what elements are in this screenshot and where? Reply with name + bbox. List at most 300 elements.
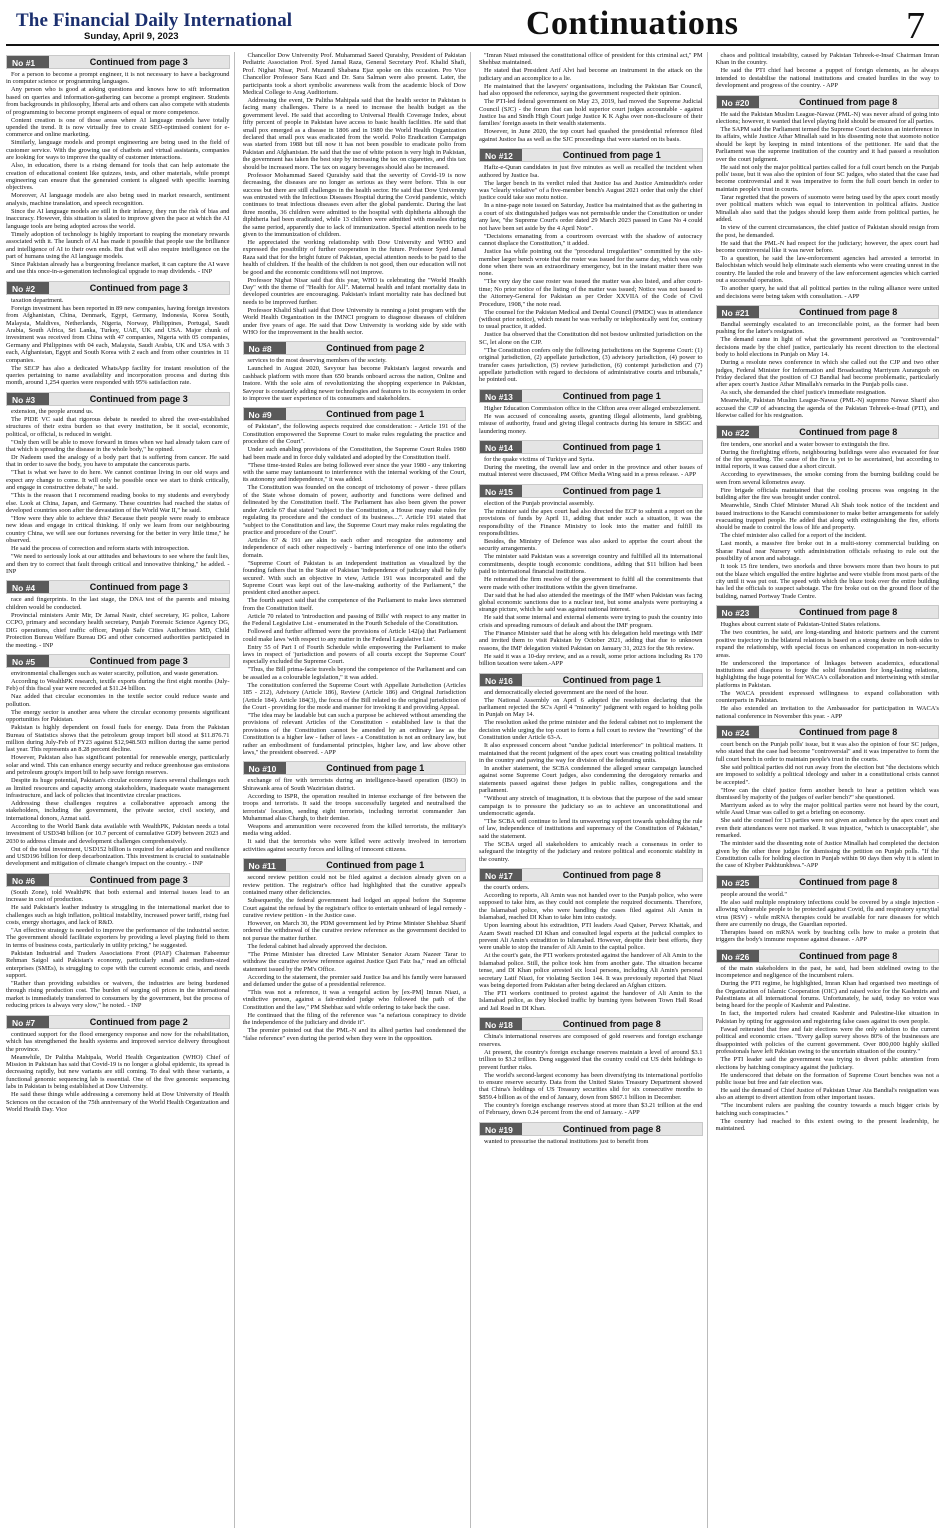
item-number: No #11	[244, 859, 286, 871]
paragraph: He also extended an invitation to the Ambassador for participation in WACA's national conference in November this year. - APP	[715, 705, 939, 720]
item-header	[479, 1017, 703, 1031]
item-header	[243, 858, 467, 872]
item-number: No #6	[7, 874, 49, 886]
paragraph: According to the statement, the premier said Justice Isa and his family were harassed and defamed under the guise of a presidential reference.	[242, 973, 466, 988]
paragraph: During a resolute news conference in which she called out the CJP and two other judges, Federal Minister for Information and Broadcasting Marriyum Aurangzeb on Friday declared that the position of CJ Bandial had become problematic, particularly after apex court's Justice Athar Minallah's remarks in the Punjab polls case.	[715, 359, 939, 389]
item-body	[716, 741, 940, 870]
item-number: No #15	[480, 485, 522, 497]
paragraph: According to the World Bank data available with WealthPK, Pakistan needs a total investment of USD348 billion (or 10.7 percent of cumulative GDP) between 2023 and 2030 to address climate and development challenges comprehensively.	[6, 822, 230, 845]
paragraph: "How can the chief justice form another bench to hear a petition which was dismissed by majority of the judges of earlier bench?" she questioned.	[715, 786, 939, 801]
item-body	[243, 423, 467, 756]
paragraph: In fact, the imported rulers had created Kashmir and Palestine-like situation in Pakistan by opting for aggression and registering false cases against its own people.	[715, 1010, 939, 1025]
paragraph: The federal cabinet had already approved the decision.	[247, 942, 388, 950]
continuation-item	[243, 407, 467, 756]
item-body	[6, 408, 230, 576]
paragraph: people around the world."	[720, 890, 787, 898]
paragraph: To a question, he said the law-enforcement agencies had arrested a terrorist in Balochistan which would help eliminate such elements who were creating unrest in the country. He lauded the role and bravery of the law enforcement agencies which carried out a successful operation.	[715, 254, 939, 285]
continuation-item	[479, 868, 703, 1012]
paragraph: He said that the PML-N had respect for the judiciary; however, the apex court had become controversial like it was never before.	[715, 239, 939, 254]
item-header	[716, 95, 940, 109]
paragraph: (South Zone), told WealthPK that both external and internal issues lead to an increase in cost of production.	[6, 888, 230, 904]
continued-from-label: Continued from page 3	[89, 582, 188, 593]
paragraph: He said these things while addressing a ceremony held at Dow University of Health Sciences on the occasion of the 75th anniversary of the World Health Organization and World Health Day. Vice	[6, 1091, 230, 1113]
item-number: No #5	[7, 655, 49, 667]
paragraph: Therapies based on mRNA work by teaching cells how to make a protein that triggers the body's immune response against disease. - APP	[715, 929, 939, 944]
paragraph: He said it was a 10-day review, and as a result, some prior actions including Rs 170 billion taxation were taken.-APP	[479, 652, 703, 668]
item-number: No #9	[244, 408, 286, 420]
paragraph: The SECP has also a dedicated WhatsApp facility for instant resolution of the queries pertaining to name availability and incorporation process and during this month, around 1,254 queries were responded with 95% satisfaction rate.	[6, 364, 230, 387]
continued-from-label: Continued from page 8	[799, 607, 898, 618]
item-body	[6, 889, 230, 1010]
paragraph: Foreign investment has been reported in 89 new companies, having foreign investors from Afghanistan, China, Denmark, Egypt, Germany, Indonesia, Korea South, Malaysia, Maldives, Netherlands, Nigeria, Norway, Philippines, Portugal, Saudi Arabia, South Africa, Sri Lanka, Turkey, UAE, UK and USA. Major chunk of investment was received from China with 47 companies, Nigeria with 05 companies, Germany and Philippines with 04 each, Malaysia, Saudi Arabia, UK and USA with 3 each, Afghanistan, Egypt and South Korea with 2 each and from other countries in 11 companies.	[6, 304, 230, 364]
paragraph: fire tenders, one snorkel and a water bowser to extinguish the fire.	[720, 440, 890, 448]
continued-from-label: Continued from page 8	[799, 950, 898, 961]
continuation-item	[6, 1015, 230, 1114]
continued-from-label: Continued from page 3	[89, 282, 188, 293]
item-number: No #22	[717, 426, 759, 438]
continuation-item	[479, 389, 703, 435]
paragraph: exchange of fire with terrorists during an intelligence-based operation (IBO) in Shirawank area of South Waziristan district.	[242, 777, 466, 792]
paragraph: "We need to seriously look at our attitudes and behaviours to see where the fault lies, and then try to correct that fault through critical and innovative thinking," he added. - INP	[6, 553, 230, 576]
paragraph: Justice Isa while pointing out the "procedural irregularities" committed by the six-member larger bench wrote that the roster was issued for the same day, which was only done when there was an extraordinary emergency, but in the instant matter there was none.	[479, 248, 703, 278]
item-body	[716, 52, 940, 90]
paragraph: The SAPM said the Parliament termed the Supreme Court decision an interference in its affairs, while Justice Athar Minallah said in his dissenting note that suomoto notice should be kept by keeping in mind intentions of the petitioner. He said that the Parliament was the supreme institution of the country and it had passed a resolution over the court judgment.	[715, 126, 939, 163]
item-number: No #14	[480, 441, 522, 453]
paragraph: It took 15 fire tenders, two snorkels and three bowsers more than two hours to put out the blaze which engulfed the entire highrise and were visible from most parts of the city until it was put out. The speed with which the blaze took over the entire building has led the officials to suspect sabotage. The fire broke out on the ground floor of the building, named Portway Trade Centre.	[715, 563, 939, 600]
continued-from-label: Continued from page 8	[799, 306, 898, 317]
item-header	[6, 281, 230, 295]
paragraph: The larger bench in its verdict ruled that Justice Isa and Justice Aminuddin's order was "clearly violative" of a five-member bench's August 2021 order that only the chief justice could take suo motu notice.	[479, 179, 703, 202]
paragraph: Dr Nadeem used the analogy of a body part that is suffering from cancer. He said that in order to save the body, you have to amputate the cancerous parts.	[6, 454, 230, 469]
paragraph: the court's orders.	[484, 884, 530, 891]
item-header	[479, 440, 703, 454]
continuation-item	[6, 392, 230, 576]
paragraph: In another statement, the SCBA condemned the alleged smear campaign launched against some Supreme Court judges, also condemning the derogatory remarks and statements passed against these judges in public rallies, congregations and the parliament.	[479, 764, 703, 795]
paragraph: However, Pakistan also has significant potential for renewable energy, particularly solar and wind. This can enhance energy security and reduce greenhouse gas emissions and petroleum group's import bill to help save foreign reserves.	[6, 754, 230, 777]
continuation-item	[6, 654, 230, 868]
item-number: No #7	[7, 1016, 49, 1028]
item-number: No #18	[480, 1018, 522, 1030]
continued-from-label: Continued from page 3	[89, 57, 188, 67]
paragraph: second review petition could not be filed against a decision already given on a review petition. The registrar's office had highlighted that the curative appeal's contained many other deficiencies.	[242, 874, 466, 897]
continued-from-label: Continued from page 3	[89, 655, 188, 666]
paragraph: The premier pointed out that the PML-N and its allied parties had condemned the "false reference" even during the period when they were in the opposition.	[242, 1027, 466, 1042]
paragraph: for the quake victims of Turkiye and Syria.	[484, 456, 595, 463]
item-number: No #1	[7, 56, 49, 68]
paragraph: of the main stakeholders in the past, he said, had been sidelined owing to the incompetence and negligence of the incumbent rulers.	[715, 964, 939, 980]
paragraph: The two countries, he said, are long-standing and historic partners and the current positive trajectory in the bilateral relations is based on a strong desire on both sides to expand the relationship, with special focus on enhanced cooperation in non-security areas.	[715, 629, 939, 659]
paragraph: environmental challenges such as water scarcity, pollution, and waste generation.	[11, 669, 219, 677]
item-header	[716, 605, 940, 619]
item-number: No #23	[717, 606, 759, 618]
paragraph: He also said multiple respiratory infections could be covered by a single injection - allowing vulnerable people to be protected against Covid, flu and respiratory syncytial virus (RSV) - while mRNA therapies could be available for rare diseases for which there are currently no drugs, the Guardian reported.	[715, 898, 939, 929]
paragraph: "How were they able to achieve this? Because their people were ready to embrace new ideas and engage in critical thinking. If only we learn from our neighbouring country China, we will see our fortunes reversing for the better in very little time," he observed.	[6, 515, 230, 545]
item-number: No #20	[717, 96, 759, 108]
item-body	[716, 891, 940, 944]
continuation-item	[479, 52, 703, 143]
continuation-item	[479, 673, 703, 864]
paragraph: During the PTI regime, he highlighted, Imran Khan had organised two meetings of the Organization of Islamic Cooperation (OIC) and raised voice for the Kashmiris and Palestinians at all international forums. Unfortunately, he said, today no voice was being heard for the people of Kashmir and Palestine.	[715, 980, 939, 1010]
paragraph: He said the PTI chief had become a puppet of foreign elements, as he always intended to destabilise the national institutions and created hurdles in the way to development and progress of the country. - APP	[715, 67, 939, 90]
item-header	[479, 148, 703, 162]
item-header	[243, 341, 467, 355]
paragraph: Addressing the event, Dr Palitha Mahipala said that the health sector in Pakistan is facing many challenges. There is a need to increase the health budget as the government level. He said that according to Universal Health Coverage Index, about fifty percent of people in Pakistan have access to basic health facilities. He said that small pox emerged as a disease in 1806 and in 1980 the World Health Organization declared that small pox was eradicated from the world. Polio Eradication Campaign was started from 1988 but till now it has not been possible to eradicate polio from Pakistan and Afghanistan. He said that the use of white poison is very high in Pakistan, the government has taken the best step by increasing the tax on cigarettes, and this tax should be increased more. The tax on sugary beverages should also be increased.	[242, 97, 466, 171]
continuation-item	[243, 761, 467, 853]
paragraph: Any person who is good at asking questions and knows how to sift information based on queries and information-gathering can become a prompt engineer. Students from backgrounds in philosophy, liberal arts and others can also compete with students of programming to become prompt engineers of equal or more competence.	[6, 86, 230, 116]
paragraph: According to reports, Ali Amin was not handed over to the Punjab police, who were supposed to take him, as they could not complete the required documents. Therefore, the Islamabad police, who were handling the cases filed against Ali Amin in Islamabad, reached DI Khan to take him into custody.	[479, 892, 703, 922]
paragraph: of Pakistan", the following aspects required due consideration: - Article 191 of the Constitution empowered the Supreme Court to make rules regulating the practice and procedure of the Court".	[242, 423, 466, 446]
continued-from-label: Continued from page 8	[799, 876, 898, 887]
item-body	[6, 596, 230, 648]
item-number: No #8	[244, 342, 286, 354]
continuation-item	[6, 873, 230, 1010]
continued-from-label: Continued from page 8	[799, 96, 898, 107]
continued-from-label: Continued from page 1	[562, 390, 661, 401]
paragraph: It also expressed concern about "undue judicial interference" in political matters. It maintained that the recent judgment of the apex court was creating political instability in the country and paving the way for division of the federating units.	[479, 742, 703, 764]
paragraph: Besides, the Ministry of Defence was also asked to apprise the court about the security arrangements.	[479, 538, 703, 553]
paragraph: He underscored that debate on the formation of Supreme Court benches was not a public issue but free and fair election was.	[715, 1071, 939, 1086]
paragraph: Also, in education, there is a rising demand for tools that can help automate the creation of educational content like quizzes, tests, and other materials, while prompt engineering can ensure that the generated content is aligned with specific learning objectives.	[6, 162, 230, 192]
item-body	[243, 874, 467, 1042]
paragraph: He said that some internal and external elements were trying to push the country into crisis and spreading rumours of default and about the IMF program.	[479, 614, 703, 629]
column-4	[716, 52, 940, 1528]
paragraph: Content creation is one of those areas where AI language models have totally upended the trend. It is now virtually free to create SEO-optimised content for e-commerce and online marketing.	[6, 116, 230, 139]
column-2	[243, 52, 472, 1528]
paragraph: extension, the people around us.	[11, 407, 94, 415]
item-body	[243, 52, 467, 336]
paragraph: "An effective strategy is needed to improve the performance of the industrial sector. The government should facilitate exporters by providing a level playing field to them in terms of business costs, particularly in utility pricing," he suggested.	[6, 927, 230, 949]
paragraph: The PIDE VC said that rigorous debate is needed to shred the over-established structures of their extra burden so that every institution, be it social, economic, political, or official, is reduced in weight.	[6, 415, 230, 438]
paragraph: and democratically elected government are the need of the hour.	[484, 688, 648, 696]
paragraph: Provincial ministers Amir Mir, Dr Jamal Nasir, chief secretary, IG police, Lahore CCPO, primary and secondary health secretary, Punjab Forensic Science Agency DG, DIG operations, chief traffic officer, Punjab Safe Cities Authorities MD, Child Protection Bureau Welfare Bureau DG and other concerned authorities participated in the meeting. - INP	[6, 611, 230, 649]
continuation-item	[716, 305, 940, 420]
item-body	[479, 1033, 703, 1116]
paragraph: Marriyum asked as to why the major political parties were not heard by the court, while Asad Umar was called to get a briefing on economy.	[715, 801, 939, 817]
paragraph: Dar said that he had also attended the meetings of the IMF when Pakistan was facing global economic sanctions due to a nuclear test, but some analysts were portraying a strange picture, which he said was against national interest.	[479, 591, 703, 614]
item-body	[6, 71, 230, 276]
paragraph: The energy sector is another area where the circular economy presents significant opportunities for Pakistan.	[6, 708, 230, 724]
paragraph: The country had reached to this extent owing to the present leadership, he maintained.	[715, 1117, 939, 1133]
paragraph: "Supreme Court of Pakistan is an independent institution as visualized by the founding fathers that in the State of Pakistan 'independence of judiciary shall be fully secured'. With such an objective in view, Article 191 was incorporated and the Supreme Court was kept out of the law-making authority of the Parliament," the president cited another aspect.	[242, 559, 466, 597]
continued-from-label: Continued from page 1	[326, 860, 425, 871]
paragraph: Moreover, AI language models are also being used in market research, sentiment analysis, machine translation, and speech recognition.	[6, 192, 230, 207]
item-body	[243, 777, 467, 853]
paragraph: He underscored the importance of linkages between academics, educational institutions and diaspora to forge the solid foundation for long-lasting relations, highlighting the huge potential for WACA's collaboration and intertwining with similar platforms in Pakistan.	[715, 659, 939, 689]
paragraph: "The idea may be laudable but can such a purpose be achieved without amending the provisions of relevant Articles of the Constitution - established law is that the provisions of the Constitution cannot be amended by an ordinary law as the Constitution is a higher law - father of laws - a Constitution is not an ordinary law, but rather an embodiment of fundamental principles, higher law, and law above other laws," the president observed. - APP	[242, 712, 466, 757]
item-header	[479, 389, 703, 403]
paragraph: Fawad reiterated that free and fair elections were the only solution to the current political and economic crises. "Every gallop survey shows 80% of the businesses are disappointed with policies of the current government. Over 800,000 highly skilled professionals have left Pakistan owing to the uncertain situation of the country."	[715, 1025, 939, 1056]
paragraph: Pakistan is highly dependent on fossil fuels for energy. Data from the Pakistan Bureau of Statistics shows that the petroleum group import bill stood at $11.876.71 million during July-Feb of FY23 against $12,948.503 million during the same period last year. This represents an 8.28 percent decline.	[6, 724, 230, 754]
paragraph: continued support for the flood emergency response and now for the rehabilitation, which has strengthened the health systems and improved service delivery throughout the province.	[6, 1030, 230, 1053]
paragraph: He said the demand of Chief Justice of Pakistan Umar Ata Bandial's resignation was also an attempt to divert attention from other important issues.	[715, 1086, 939, 1102]
item-body	[479, 456, 703, 479]
paragraph: It said that the terrorists who were killed were actively involved in terrorism activities against security forces and killing of innocent citizens.	[242, 838, 466, 853]
paragraph: He said the process of correction and reform starts with introspection.	[11, 545, 190, 553]
paragraph: Fire brigade officials maintained that the cooling process was ongoing in the building after the fire was brought under control.	[715, 486, 939, 502]
item-number: No #25	[717, 876, 759, 888]
paragraph: "Thus, the Bill prima-facie travels beyond the competence of the Parliament and can be assailed as a colourable legislation," it was added.	[242, 666, 466, 681]
paragraph: "That is what we have to do here. We cannot continue living in our old ways and expect any change to come. It will only be possible once we start to think critically, and engage in constructive debate," he said.	[6, 469, 230, 492]
paragraph: Out of the total investment, USD152 billion is required for adaptation and resilience and USD196 billion for deep decarbonization. This investment is crucial to sustainable development and mitigation of climate change's impact on the country. - INP	[6, 845, 230, 868]
continued-from-label: Continued from page 2	[89, 1016, 188, 1027]
continued-from-label: Continued from page 3	[89, 874, 188, 885]
paragraph: Followed and further affirmed were the provisions of Article 142(a) that Parliament could make laws 'with respect to any matter in the Federal Legislative List'.	[242, 628, 466, 643]
continued-from-label: Continued from page 1	[326, 409, 425, 420]
paragraph: According to ISPR, the operation resulted in intense exchange of fire between the troops and terrorists. It said the troops successfully targeted and neutralised the terrorists' location, sending eight terrorists, including terrorist commander Jan Muhammad alias Chargh, to their demise.	[242, 792, 466, 823]
continuation-item	[716, 52, 940, 90]
paragraph: The minister said the dissenting note of Justice Minallah had completed the decision given by the other three judges for dismissing the petition on Punjab polls. "If the Constitution calls for holding election in Punjab within 90 days then why it is silent in the case of Khyber Pakhtunkhwa."-APP	[715, 840, 939, 870]
paragraph: Hughes about current state of Pakistan-United States relations.	[720, 621, 881, 629]
paragraph: To another query, he said that all political parties in the ruling alliance were united and decisions were being taken with consultation. - APP	[715, 285, 939, 300]
item-body	[716, 621, 940, 720]
article-columns	[6, 52, 939, 1528]
item-number: No #10	[244, 762, 286, 774]
paragraph: "The SCBA will continue to lend its unwavering support towards upholding the rule of law, independence of institutions and supremacy of the Constitution of Pakistan," said the statement.	[479, 817, 703, 840]
item-body	[716, 321, 940, 420]
item-body	[479, 52, 703, 143]
paragraph: Similarly, language models and prompt engineering are being used in the field of customer service. With the growing use of chatbots and virtual assistants, companies are looking for ways to improve the quality of customer interactions.	[6, 139, 230, 162]
continued-from-label: Continued from page 2	[326, 343, 425, 354]
paragraph: Upon learning about his extradition, PTI leaders Asad Qaiser, Pervez Khattak, and Azam Swati reached DI Khan and consulted legal experts at the judicial complex to prevent Ali Amin's extradition to Islamabad. However, despite their best efforts, they were unable to stop the transfer of Ali Amin to the capital police.	[479, 922, 703, 952]
column-3	[479, 52, 708, 1528]
paragraph: He said not only the major political parties called for a full court bench on the Punjab polls' issue, but it was also the opinion of four SC judges, who stated that the case had become controversial and it was imperative to form the full court bench in order to maintain people's trust in courts.	[715, 163, 939, 193]
paragraph: The constitution conferred the Supreme Court with Appellate Jurisdiction (Articles 185 - 212), Advisory (Article 186), Review (Article 186) and Original Jurisdiction (Article 184). Article 184(3), the focus of the Bill related to the original jurisdiction of the Court - providing for the mode and manner for invoking it and providing Appeal.	[242, 681, 466, 711]
paragraph: At the court's gate, the PTI workers protested against the handover of Ali Amin to the Islamabad police. Still, the police took him from another gate. The situation became tense, and DI Khan police arrested six local persons, including Ali Amin's personal secretary Latif Niazi, for violating Section 144. It was previously reported that Niazi was being deported from Pakistan after being declared an Afghan citizen.	[479, 952, 703, 990]
continuation-item	[6, 55, 230, 276]
item-body	[479, 689, 703, 864]
paragraph: The PTI workers continued to protest against the handover of Ali Amin to the Islamabad police, as they blocked traffic by burning tyres between Town Hall Road and Jail Road in DI Khan.	[479, 990, 703, 1012]
item-body	[479, 1138, 703, 1145]
paragraph: The PTI leader said the government was trying to divert public attention from elections by hatching conspiracy against the judiciary.	[715, 1056, 939, 1071]
paragraph: The fourth aspect said that the competence of the Parliament to make laws stemmed from the Constitution itself.	[242, 597, 466, 612]
paragraph: The National Assembly on April 6 adopted the resolution declaring that the parliament rejected the SC's April 4 "minority" judgment with regard to holding polls in Punjab on May 14.	[479, 696, 703, 719]
continuation-item	[716, 425, 940, 601]
paragraph: "Rather than providing subsidies or waivers, the industries are being burdened through rising production cost. The burden of surging oil prices in the international market is immediately transferred to consumers by the government, but the process of reducing prices is always very slow," he noted. - INP	[6, 980, 230, 1010]
continuation-item	[479, 1017, 703, 1116]
item-body	[716, 441, 940, 601]
section-title: Continuations	[526, 5, 739, 42]
item-body	[6, 297, 230, 387]
paragraph: However, in June 2020, the top court had quashed the presidential reference filed against Justice Isa as well as the SJC proceedings that were started on its basis.	[479, 128, 703, 143]
newspaper-name: The Financial Daily International	[16, 10, 293, 31]
paragraph: "Only then will be able to move forward in times when we had already taken care of that which is spreading the disease in the whole body," he opined.	[6, 438, 230, 453]
item-body	[6, 1031, 230, 1114]
paragraph: China's international reserves are composed of gold reserves and foreign exchange reserves.	[479, 1033, 703, 1048]
paragraph: "The Constitution confers only the following jurisdictions on the Supreme Court: (1) original jurisdiction, (2) appellate jurisdiction, (3) advisory jurisdiction, (4) power to transfer cases jurisdiction, (5) review jurisdiction, (6) contempt jurisdiction and (7) appellate jurisdiction with regard to decisions of administrative courts and tribunals," he pointed out.	[479, 346, 703, 384]
paragraph: Under such enabling provisions of the Constitution, the Supreme Court Rules 1980 had been made and in force duly validated and adopted by the Constitution itself.	[242, 446, 466, 461]
paragraph: The demand came in light of what the government perceived as "controversial" decisions made by the chief justice, particularly his recent direction to the electoral body to hold elections in Punjab on May 14.	[715, 336, 939, 359]
continuation-item	[243, 341, 467, 402]
item-header	[716, 305, 940, 319]
item-number: No #24	[717, 726, 759, 738]
paragraph: Timely adoption of technology is highly important to reaping the monetary rewards associated with it. The launch of AI has made it possible that people use the brilliance and intelligence of AI to their own ends. But that will also require intelligence on the part of humans using the AI language models.	[6, 230, 230, 260]
item-number: No #4	[7, 581, 49, 593]
item-body	[6, 670, 230, 868]
item-header	[6, 873, 230, 887]
paragraph: Article 70 related to 'introduction and passing of Bills' with respect to any matter in the Federal Legislative List - enumerated in the Fourth Schedule of the Constitution.	[242, 612, 466, 628]
paragraph: Weapons and ammunition were recovered from the killed terrorists, the military's media wing added.	[242, 823, 466, 838]
paragraph: He said Pakistan's leather industry is struggling in the international market due to challenges such as high inflation, political instability, increased power tariff, rising fuel costs, energy shortages, and lack of R&D.	[6, 904, 230, 927]
continuation-item	[6, 281, 230, 387]
item-header	[479, 673, 703, 687]
paragraph: Meanwhile, Sindh Chief Minister Murad Ali Shah took notice of the incident and issued instructions to the Karachi commissioner to make better arrangements for safely evacuating trapped people. He added that along with extinguishing the fire, efforts should be made to control the loss of life and property.	[715, 502, 939, 532]
continuation-item	[479, 484, 703, 668]
continued-from-label: Continued from page 1	[562, 150, 661, 161]
paragraph: "This is the reason that I recommend reading books to my students and everybody else. Look at China, Japan, and Germany. These countries had reached the status of developed countries soon after the devastation of the World War II," he said.	[6, 492, 230, 515]
continuation-item	[716, 875, 940, 944]
paragraph: Addressing these challenges requires a collaborative approach among the stakeholders, including the government, the private sector, civil society, and international donors, Azmat said.	[6, 799, 230, 822]
issue-date: Sunday, April 9, 2023	[84, 31, 179, 42]
paragraph: election of the Punjab provincial assembly.	[484, 499, 594, 507]
continuation-item	[479, 1122, 703, 1145]
paragraph: Launched in August 2020, Savyour has become Pakistan's largest rewards and cashback platform with more than 650 brands onboard across the nation, Online and Instore. With the sole aim of revolutionizing the shopping experience in Pakistan, Savyour is constantly adding newer technologies and features to its ecosystem in order to improve the user experience of its consumers and stakeholders.	[242, 365, 466, 403]
column-1	[6, 52, 235, 1528]
paragraph: He continued that the filing of the reference was "a nefarious conspiracy to divide the independence of the judiciary and divide it".	[242, 1011, 466, 1027]
continued-from-label: Continued from page 1	[562, 485, 661, 496]
item-number: No #21	[717, 306, 759, 318]
paragraph: The chief minister also called for a report of the incident.	[720, 532, 867, 540]
item-header	[6, 654, 230, 668]
item-body	[479, 884, 703, 1012]
item-number: No #19	[480, 1123, 522, 1135]
paragraph: The country's foreign exchange reserves stood at more than $3.21 trillion at the end of February, down 0.24 percent from the end of January. - APP	[479, 1101, 703, 1117]
item-body	[479, 164, 703, 384]
paragraph: Naz added that circular economies in the textile sector could reduce waste and pollution.	[6, 693, 230, 708]
paragraph: He appreciated the working relationship with Dow University and WHO and expressed the possibility of further cooperation in the future. Professor Syed Jamal Raza said that for the bright future of Pakistan, special attention needs to be paid to the health of children. If the health of the children is not good, then our education will not be good and the economic conditions will not improve.	[242, 238, 466, 276]
paragraph: The minister said the apex court had also directed the ECP to submit a report on the provisions of funds by April 11, adding that under such a situation, it was the responsibility of the Finance Ministry to look into the matter and fulfill its responsibilities.	[479, 507, 703, 538]
item-header	[6, 580, 230, 594]
continuation-item	[716, 95, 940, 300]
paragraph: The resolution asked the prime minister and the federal cabinet not to implement the decision while urging the top court to form a full court to review the "rewriting" of the Constitution under Article 63-A.	[479, 719, 703, 742]
paragraph: The world's second-largest economy has been diversifying its international portfolio to ensure reserve security. Data from the United States Treasury Department showed that China's holdings of US Treasury securities slid for six consecutive months to $859.4 billion as of the end of January, down from $867.1 billion in December.	[479, 1071, 703, 1101]
paragraph: race and fingerprints. In the last stage, the DNA test of the parents and missing children would be conducted.	[6, 596, 230, 611]
paragraph: chaos and political instability, caused by Pakistan Tehreek-e-Insaf Chairman Imran Khan in the country.	[715, 52, 939, 67]
paragraph: "These time-tested Rules are being followed ever since the year 1980 - any tinkering with the same may tantamount to interference with the internal working of the Court, its autonomy and independence," it was added.	[242, 461, 466, 484]
paragraph: Pakistan Industrial and Traders Associations Front (PIAF) Chairman Faheemur Rehman Saigol said Pakistan's economy, particularly small and medium-sized enterprises (SMEs), is struggling to cope with the current economic crisis, and needs support.	[6, 949, 230, 980]
continued-from-label: Continued from page 8	[799, 426, 898, 437]
item-header	[6, 392, 230, 406]
item-header	[243, 761, 467, 775]
continuation-item	[716, 725, 940, 870]
continuation-item	[243, 52, 467, 336]
continued-from-label: Continued from page 8	[562, 870, 661, 880]
paragraph: According to eyewitnesses, the smoke coming from the burning building could be seen from several kilometres away.	[715, 471, 939, 486]
paragraph: As such, she demanded the chief justice's immediate resignation.	[720, 389, 887, 397]
paragraph: "Without any stretch of imagination, it is obvious that the purpose of the said smear campaign is to pressure the judiciary so as to achieve an unconstitutional and undemocratic agenda.	[479, 795, 703, 817]
item-header	[479, 1122, 703, 1136]
paragraph: Hafiz-e-Quran candidates in just five minutes as well as recalled the incident when authored by Justice Isa.	[479, 164, 703, 179]
continued-from-label: Continued from page 3	[89, 393, 188, 404]
paragraph: Professor Nighat Nisar said that this year, WHO is celebrating the "World Health Day" with the theme of "Health for All". Maternal health and infant mortality data in developed countries are encouraging. Pakistan's infant mortality rate has declined but needs to be improved further.	[242, 276, 466, 306]
paragraph: For a person to become a prompt engineer, it is not necessary to have a background in computer science or programming languages.	[6, 71, 230, 86]
paragraph: Last month, a massive fire broke out in a multi-storey commercial building on Sharae Faisal near Nursery with administration officials refusing to rule out the possibility of arson and sabotage.	[715, 540, 939, 563]
continued-from-label: Continued from page 1	[562, 674, 661, 685]
paragraph: Chancellor Dow University Prof. Muhammad Saeed Quraishy, President of Pakistan Pediatric Association Prof. Syed Jamal Raza, General Secretary Prof. Khalid Shafi, Prof. Nighat Nisar, Prof. Muzamil Shabana Ejaz spoke on this occasion. Pro Vice Chancellor Professor Sara Kazi and Dr. Sara Salman were also present. Later, the participants took a short symbolic awareness walk from the academic block of Dow Medical College to Arag Auditorium.	[242, 52, 466, 97]
item-number: No #17	[480, 869, 522, 881]
paragraph: Meanwhile, Pakistan Muslim League-Nawaz (PML-N) supremo Nawaz Sharif also accused the CJP of advancing the agenda of the Pakistan Tehreek-e-Insaf (PTI), and likewise called for his resignation.	[715, 397, 939, 420]
paragraph: wanted to pressurise the national institutions just to benefit from	[484, 1137, 649, 1145]
paragraph: Meanwhile, Dr Palitha Mahipala, World Health Organization (WHO) Chief of Mission in Pakistan has said that Covid-19 is no longer a global epidemic, its spread is decreasing rapidly, but new variants are still coming. To deal with these variants, a functional genomic sequencing lab is essential. One of the five genomic sequencing labs in Pakistan is being established at Dow University.	[6, 1053, 230, 1091]
item-body	[716, 965, 940, 1133]
masthead	[6, 0, 939, 46]
continuation-item	[716, 605, 940, 720]
paragraph: Bandial seemingly escalated to an irreconcilable point, as the former had been pushing for the latter's resignation.	[715, 320, 939, 336]
paragraph: services to the most deserving members of the society.	[247, 357, 387, 365]
paragraph: In a nine-page note issued on Saturday, Justice Isa maintained that as the gathering in a court of six distinguished judges was not permissible under the Constitution or under any law, "the Supreme Court's order dated 29 March 2023 passed in Case No 4 could not have been set aside by the 4 April Note".	[479, 202, 703, 232]
continuation-item	[6, 580, 230, 648]
paragraph: Entry 55 of Part I of Fourth Schedule while empowering the Parliament to make laws in respect of 'jurisdiction and powers of all courts except the Supreme Court' especially excluded the Supreme Court.	[242, 643, 466, 666]
continued-from-label: Continued from page 8	[562, 1019, 661, 1030]
item-header	[479, 484, 703, 498]
paragraph: In view of the current circumstances, the chief justice of Pakistan should resign from the post, he demanded.	[715, 224, 939, 239]
item-header	[716, 875, 940, 889]
item-body	[716, 111, 940, 300]
paragraph: During the firefighting efforts, neighbouring buildings were also evacuated for fear of the fire spreading. The cause of the fire is yet to be ascertained, but according to initial reports, it was caused due a short circuit.	[715, 448, 939, 471]
paragraph: taxation department.	[11, 296, 64, 304]
item-number: No #16	[480, 674, 522, 686]
paragraph: He maintained that the lawyers' organisations, including the Pakistan Bar Council, had also opposed the reference, saying the government respected their opinion.	[479, 82, 703, 98]
paragraph: "The incumbent rulers are pushing the country towards a much bigger crisis by hatching such conspiracies."	[715, 1102, 939, 1117]
paragraph: The Constitution was founded on the concept of trichotomy of power - three pillars of the State whose domain of power, authority and functions were defined and delineated by the Constitution itself. The Parliament has also been given the power under Article 67 that stated "subject to the Constitution, a House may make rules for regulating its procedure and the conduct of its business....". Article 191 stated that "subject to the Constitution and law, the Supreme Court may make rules regulating the practice and procedure of the Court".	[242, 484, 466, 536]
paragraph: Higher Education Commission office in the Clifton area over alleged embezzlement.	[484, 404, 701, 412]
continuation-item	[479, 148, 703, 384]
item-header	[716, 425, 940, 439]
paragraph: "Imran Niazi misused the constitutional office of president for this criminal act," PM Shehbaz maintained.	[479, 52, 703, 67]
paragraph: The counsel for the Pakistan Medical and Dental Council (PMDC) was in attendance (without prior notice), which meant he was verbally or telephonically sent for, contrary to usual practice, it added.	[479, 308, 703, 331]
paragraph: Tarar regretted that the powers of suomoto were being used by the apex court mostly over political matters which was equal to intervention in political affairs. Justice Minallah also said that the judges should keep them aside from political parties, he added.	[715, 193, 939, 224]
paragraph: She said political parties did not run away from the election but "the decisions which are imposed to solidify a political ideology and usher in a constitutional crisis cannot be accepted".	[715, 763, 939, 786]
paragraph: court bench on the Punjab polls' issue, but it was also the opinion of four SC judges, who stated that the case had become "controversial" and it was imperative to form the full court bench in order to maintain people's trust in the courts.	[715, 740, 939, 763]
paragraph: "The Prime Minister has directed Law Minister Senator Azam Nazeer Tarar to withdraw the curative review reference against Justice Qazi Faiz Isa," read an official statement issued by the PM's Office.	[242, 950, 466, 973]
continued-from-label: Continued from page 8	[799, 726, 898, 737]
continuation-item	[479, 440, 703, 479]
paragraph: She said the counsel for 13 parties were not given an audience by the apex court and even their attendances were not marked. It was injustice, "which is unacceptable", she remarked.	[715, 817, 939, 840]
paragraph: The Finance Minister said that he along with his delegation held meetings with IMF and invited them to visit Pakistan by October 2021, adding that due to unknown reasons, the IMF delegation visited Pakistan on January 31, 2023 for the 9th review.	[479, 629, 703, 652]
item-header	[716, 725, 940, 739]
item-body	[243, 357, 467, 402]
paragraph: He reiterated the firm resolve of the government to fulfil all the commitments that were made with other institutions within the given timeframe.	[479, 576, 703, 591]
paragraph: Despite its huge potential, Pakistan's circular economy faces several challenges such as limited resources and capacity among stakeholders, inadequate waste management infrastructure, and lack of policies that incentivize circular practices.	[6, 777, 230, 799]
item-header	[6, 55, 230, 69]
paragraph: Professor Khalid Shafi said that Dow University is running a joint program with the World Health Organization in the IMNCI program to diagnose diseases of children under five years of age. He said that Dow University is working side by side with WHO for the improvement in the health sector.	[242, 306, 466, 336]
continuation-item	[716, 949, 940, 1133]
paragraph: Since Pakistan already has a burgeoning freelance market, it can capture the AI wave and use this once-in-a-generation technological upgrade to reap dividends. - INP	[6, 260, 230, 276]
item-header	[243, 407, 467, 421]
paragraph: He was accused of concealing assets, granting illegal allotments, land grabbing, misuse of authority, fraud and giving illegal contracts during his tenure in SBGC and laundering money.	[479, 412, 703, 435]
item-number: No #3	[7, 393, 49, 405]
continued-from-label: Continued from page 8	[562, 1123, 661, 1134]
item-number: No #26	[717, 950, 759, 962]
paragraph: The PTI-led federal government on May 23, 2019, had moved the Supreme Judicial Council (SJC) - the forum that can hold superior court judges accountable - against Justice Isa and Sindh High Court judge Justice K K Agha over non-disclosure of their families' foreign assets in their wealth statements.	[479, 98, 703, 128]
paragraph: He stated that President Arif Alvi had become an instrument in the attack on the judiciary and an accomplice to a lie.	[479, 67, 703, 82]
paragraph: According to WealthPK research, textile exports during the first eight months (July-Feb) of this fiscal year were recorded at $11.24 billion.	[6, 677, 230, 693]
item-body	[479, 405, 703, 435]
paragraph: However, on March 30, the PDM government led by Prime Minister Shehbaz Sharif ordered the withdrawal of the curative review reference as the government decided to not pursue the matter further.	[242, 919, 466, 942]
paragraph: The minister said Pakistan was a sovereign country and fulfilled all its international commitments, despite tough economic conditions, adding that $11 billion had been paid to international financial institutions.	[479, 553, 703, 576]
continuation-item	[243, 858, 467, 1042]
item-number: No #12	[480, 149, 522, 161]
item-body	[479, 500, 703, 668]
paragraph: "The very day the case roster was issued the matter was also listed, and after court-time; No prior notice of the listing of the matter was issued; Notice was not issued to the Attorney-General for Pakistan as per Order XXVIIA of the Code of Civil Procedure, 1908," the note read.	[479, 278, 703, 308]
item-header	[716, 949, 940, 963]
paragraph: Since the AI language models are still in their infancy, they run the risk of bias and inaccuracy. However, this situation is slated to improve given the pace at which the AI language tools are being adopted across the world.	[6, 207, 230, 230]
continued-from-label: Continued from page 1	[326, 763, 425, 774]
paragraph: Articles 67 & 191 are akin to each other and recognize the autonomy and independence of each other respectively - barring interference of one into the other's domain.	[242, 536, 466, 559]
paragraph: He said the Pakistan Muslim League-Nawaz (PML-N) was never afraid of going into elections; however, it wanted that level playing field should be ensured for all parties.	[715, 110, 939, 126]
item-header	[6, 1015, 230, 1029]
item-number: No #13	[480, 390, 522, 402]
paragraph: Professor Mohammad Saeed Quraishy said that the severity of Covid-19 is now decreasing, the diseases are no longer as serious as they were before. This is our success but there are still challenges in the health sector. He said that Dow University was entrusted with the Infectious Diseases Hospital during the Covid pandemic, which continues to treat infectious diseases even after the global pandemic. During the last three months, 36 children were admitted to the hospital with diphtheria although the diphtheria had been eradicated, while 13 children were admitted with measles during the same period, apparently due to lack of immunization. Special attention needs to be given to the immunization of children.	[242, 171, 466, 238]
